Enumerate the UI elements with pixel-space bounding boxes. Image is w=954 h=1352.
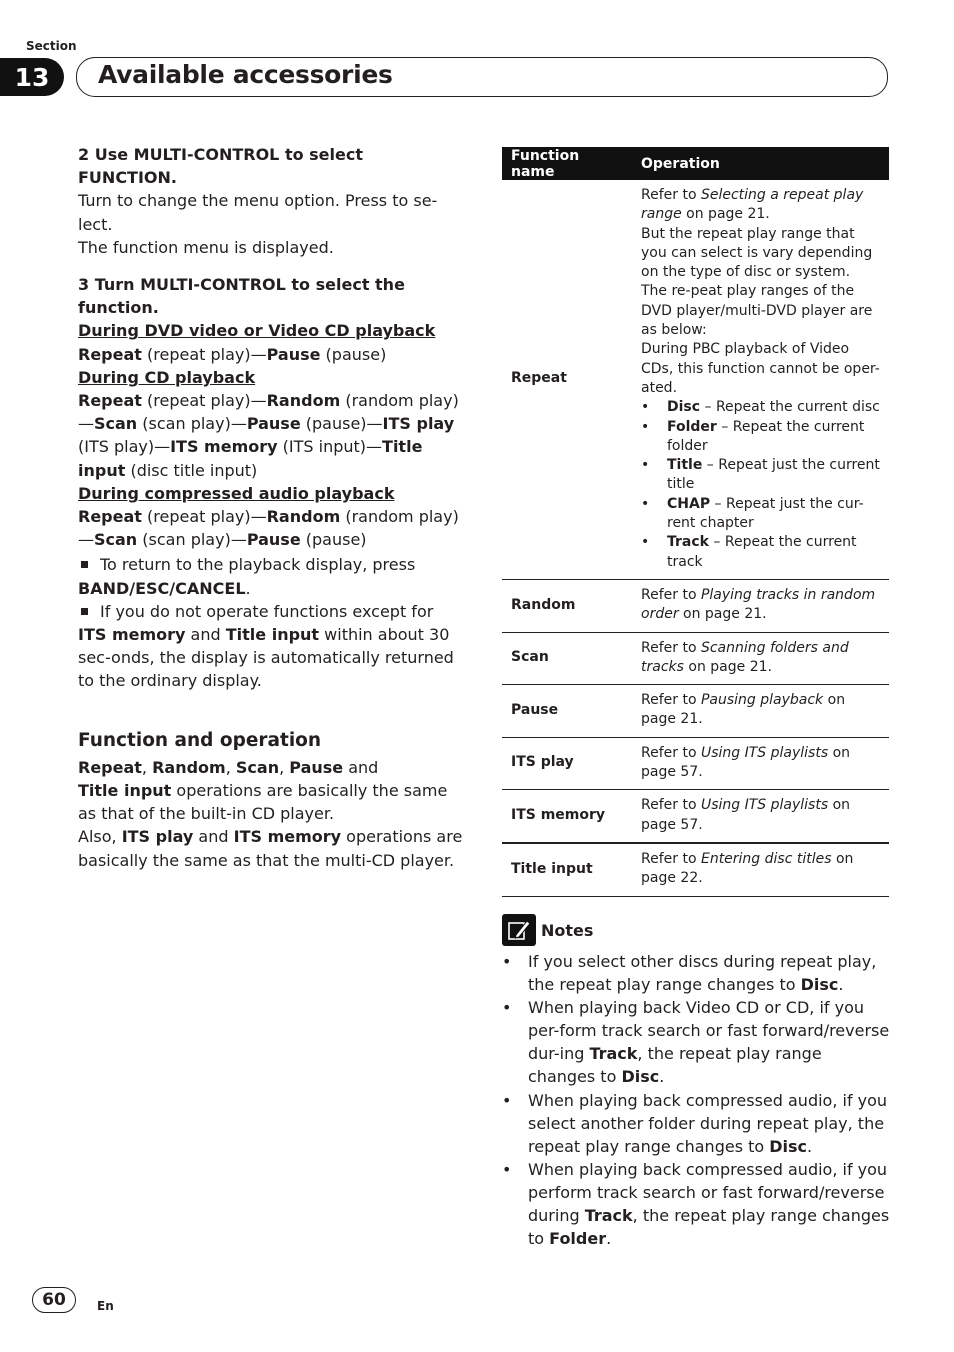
list-item: • Folder – Repeat the current folder	[641, 418, 880, 457]
list-item: • Title – Repeat just the current title	[641, 456, 880, 495]
function-name: ITS play	[502, 737, 632, 790]
list-item: • If you select other discs during repeat play, the repeat play range changes to Disc.	[502, 950, 890, 996]
function-operation-heading: Function and operation	[78, 729, 322, 751]
list-item: • When playing back Video CD or CD, if you per-form track search or fast forward/reverse dur-ing Track, the repeat play range changes to Disc.	[502, 996, 890, 1088]
square-bullet-icon	[81, 608, 88, 615]
function-operation-body-2: Also, ITS play and ITS memory operations are basically the same as that the multi-CD player.	[78, 827, 463, 870]
dvd-playback-heading: During DVD video or Video CD playback	[78, 321, 436, 341]
square-bullet-icon	[81, 561, 88, 568]
function-operation-body-1: Repeat, Random, Scan, Pause and Title input operations are basically the same as that of the built-in CD player.	[78, 757, 448, 824]
step-2-heading: 2 Use MULTI-CONTROL to select FUNCTION.	[78, 145, 363, 188]
note-return-playback: To return to the playback display, press BAND/ESC/CANCEL.	[78, 555, 416, 598]
function-name: Title input	[502, 843, 632, 896]
table-row-pause	[502, 685, 889, 738]
left-column	[78, 143, 468, 872]
list-item: • When playing back compressed audio, if you select another folder during repeat play, the repeat play range changes to Disc.	[502, 1089, 890, 1158]
table-header-row	[502, 147, 889, 180]
list-item: • CHAP – Repeat just the cur-rent chapter	[641, 495, 880, 534]
cd-function-list: Repeat (repeat play)—Random (random play) —Scan (scan play)—Pause (pause)—ITS play (ITS play)—ITS memory (ITS input)—Title input (disc title input)	[78, 391, 459, 480]
list-item: • Track – Repeat the current track	[641, 533, 880, 572]
notes-list	[502, 950, 890, 1250]
list-item: • When playing back compressed audio, if you perform track search or fast forward/reverse during Track, the repeat play range changes to Folder.	[502, 1158, 890, 1250]
repeat-range-list	[641, 398, 880, 572]
pencil-note-icon	[502, 914, 536, 946]
dvd-function-list: Repeat (repeat play)—Pause (pause)	[78, 344, 387, 364]
list-item: • Disc – Repeat the current disc	[641, 398, 880, 417]
section-label: Section	[26, 39, 77, 53]
table-row-title-input	[502, 843, 889, 896]
page-title: Available accessories	[98, 60, 393, 89]
table-row-repeat	[502, 180, 889, 579]
function-table	[502, 147, 889, 897]
column-header-function-name: Function name	[502, 147, 632, 180]
notes-header	[502, 914, 593, 946]
section-number-badge: 13	[0, 58, 64, 96]
operation-cell: Refer to Playing tracks in random order on page 21.	[632, 579, 889, 632]
cd-playback-heading: During CD playback	[78, 367, 256, 387]
note-auto-return: If you do not operate functions except for ITS memory and Title input within about 30 sec-onds, the display is automatically returned to the ordinary display.	[78, 601, 454, 691]
function-name: ITS memory	[502, 790, 632, 843]
function-name: Scan	[502, 632, 632, 685]
table-row-scan	[502, 632, 889, 685]
operation-cell: Refer to Using ITS playlists on page 57.	[632, 790, 889, 843]
step-3-heading: 3 Turn MULTI-CONTROL to select the function.	[78, 275, 405, 318]
operation-cell: Refer to Selecting a repeat play range on page 21. But the repeat play range that you can select is vary depending on the type of disc or system. The re-peat play ranges of the DVD player/multi-DVD player are as below: During PBC playback of Video CDs, this function cannot be oper-ated. • Disc – Repeat the current disc • Folder – Repeat the current folder • Title – Repeat just the current title • CHAP – Repeat just the cur-rent chapter • Track – Repeat the current track	[632, 180, 889, 579]
table-row-its-memory	[502, 790, 889, 843]
function-name: Repeat	[502, 180, 632, 579]
table-row-its-play	[502, 737, 889, 790]
operation-cell: Refer to Scanning folders and tracks on page 21.	[632, 632, 889, 685]
operation-cell: Refer to Entering disc titles on page 22.	[632, 843, 889, 896]
function-name: Pause	[502, 685, 632, 738]
compressed-function-list: Repeat (repeat play)—Random (random play) —Scan (scan play)—Pause (pause)	[78, 507, 459, 550]
language-label: En	[97, 1299, 114, 1313]
operation-cell: Refer to Using ITS playlists on page 57.	[632, 737, 889, 790]
table-row-random	[502, 579, 889, 632]
step-2-body: Turn to change the menu option. Press to se-lect.	[78, 191, 438, 234]
page-number: 60	[32, 1287, 76, 1313]
column-header-operation: Operation	[632, 147, 889, 180]
step-2-body-2: The function menu is displayed.	[78, 237, 334, 257]
compressed-audio-heading: During compressed audio playback	[78, 483, 395, 503]
function-name: Random	[502, 579, 632, 632]
operation-cell: Refer to Pausing playback on page 21.	[632, 685, 889, 738]
notes-title: Notes	[541, 920, 594, 940]
